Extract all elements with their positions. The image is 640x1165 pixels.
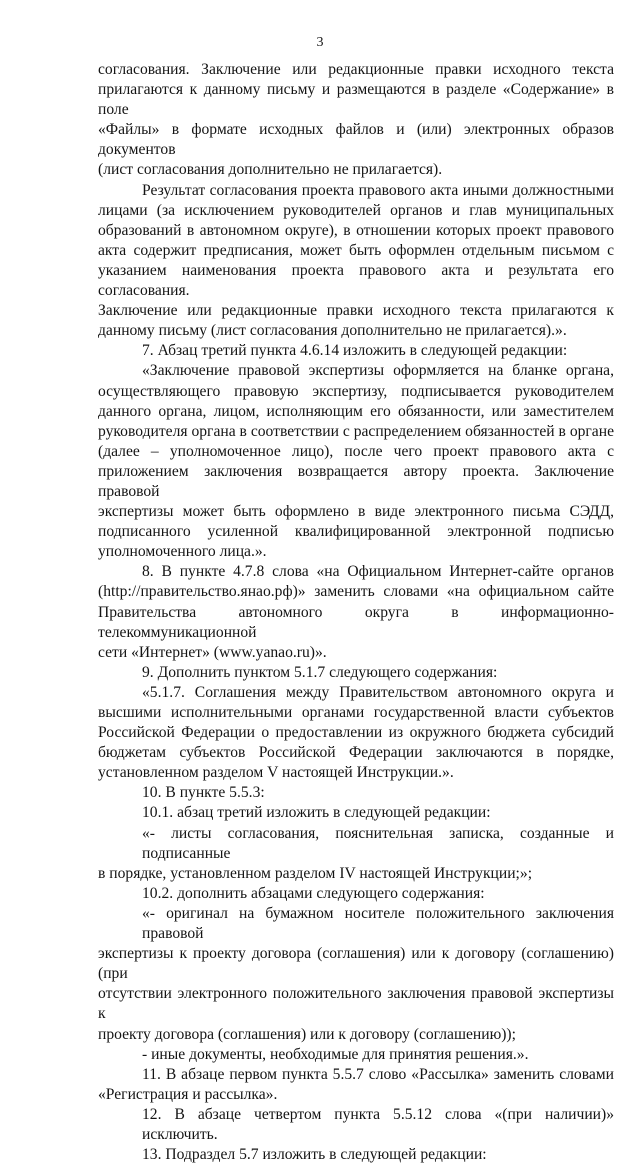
text-line: прилагаются к данному письму и размещаются в разделе «Содержание» в поле — [98, 81, 614, 119]
paragraph — [98, 824, 614, 884]
text-line: экспертизы к проекту договора (соглашения) или к договору (соглашению) (при — [98, 945, 614, 983]
paragraph — [98, 1065, 614, 1105]
text-line: (далее – уполномоченное лицо), после чего проект правового акта с — [98, 442, 614, 460]
text-line: приложением заключения возвращается автору проекта. Заключение правовой — [98, 462, 614, 500]
text-line: Заключение или редакционные правки исходного текста прилагаются к — [98, 302, 614, 320]
text-line: Правительства автономного округа в информационно-телекоммуникационной — [98, 603, 614, 641]
text-line: 11. В абзаце первом пункта 5.5.7 слово «Рассылка» заменить словами — [142, 1065, 614, 1083]
text-line: данному письму (лист согласования дополнительно не прилагается).». — [98, 322, 567, 340]
paragraph — [98, 562, 614, 662]
text-line: (лист согласования дополнительно не прилагается). — [98, 161, 443, 179]
text-line: экспертизы может быть оформлено в виде электронного письма СЭДД, — [98, 503, 614, 521]
paragraph — [98, 683, 614, 783]
paragraph — [98, 884, 614, 904]
text-line: 10.1. абзац третий изложить в следующей редакции: — [142, 804, 491, 822]
text-line: 7. Абзац третий пункта 4.6.14 изложить в следующей редакции: — [142, 342, 568, 360]
page-number: 3 — [316, 35, 324, 50]
text-line: 10. В пункте 5.5.3: — [142, 784, 265, 802]
text-line: осуществляющего правовую экспертизу, подписывается руководителем — [98, 382, 614, 400]
text-line: (http://правительство.янао.рф)» заменить словами «на официальном сайте — [98, 583, 614, 601]
text-line: «- листы согласования, пояснительная записка, созданные и подписанные — [142, 824, 614, 862]
text-line: «Регистрация и рассылка». — [98, 1085, 278, 1103]
text-line: руководителя органа в соответствии с распределением обязанностей в органе — [98, 422, 614, 440]
text-line: указанием наименования проекта правового акта и результата его согласования. — [98, 261, 614, 300]
text-line: в порядке, установленном разделом IV настоящей Инструкции;»; — [98, 864, 533, 882]
text-line: подписанного усиленной квалифицированной электронной подписью — [98, 523, 614, 541]
text-line: 8. В пункте 4.7.8 слова «на Официальном Интернет-сайте органов — [142, 563, 614, 581]
text-line: уполномоченного лица.». — [98, 543, 267, 561]
paragraph — [98, 181, 614, 342]
paragraph — [98, 1045, 614, 1065]
text-line: 9. Дополнить пунктом 5.1.7 следующего содержания: — [142, 663, 498, 681]
text-line: «5.1.7. Соглашения между Правительством автономного округа и — [142, 683, 614, 701]
text-line: «Заключение правовой экспертизы оформляется на бланке органа, — [142, 362, 614, 380]
paragraph — [98, 783, 614, 803]
paragraph — [98, 1145, 614, 1165]
text-line: установленном разделом V настоящей Инструкции.». — [98, 764, 454, 782]
paragraph — [98, 803, 614, 823]
text-line: согласования. Заключение или редакционные правки исходного текста — [98, 61, 614, 78]
paragraph — [98, 361, 614, 562]
text-line: Российской Федерации о предоставлении из окружного бюджета субсидий — [98, 724, 614, 742]
text-line: 12. В абзаце четвертом пункта 5.5.12 слова «(при наличии)» исключить. — [142, 1105, 614, 1143]
text-line: «Файлы» в формате исходных файлов и (или) электронных образов документов — [98, 121, 614, 159]
text-line: «- оригинал на бумажном носителе положительного заключения правовой — [142, 904, 614, 943]
paragraph — [98, 1105, 614, 1145]
text-line: Результат согласования проекта правового акта иными должностными — [142, 181, 614, 199]
text-line: 13. Подраздел 5.7 изложить в следующей редакции: — [142, 1146, 487, 1164]
paragraph — [98, 341, 614, 361]
text-line: данного органа, лицом, исполняющим его обязанности, или заместителем — [98, 402, 614, 420]
paragraph — [98, 663, 614, 683]
text-line: отсутствии электронного положительного заключения правовой экспертизы к — [98, 985, 614, 1023]
text-line: лицами (за исключением руководителей органов и глав муниципальных — [98, 201, 614, 219]
text-line: 10.2. дополнить абзацами следующего содержания: — [142, 884, 485, 902]
text-line: высшими исполнительными органами государственной власти субъектов — [98, 704, 614, 721]
paragraph — [98, 904, 614, 1045]
text-line: бюджетам субъектов Российской Федерации заключаются в порядке, — [98, 744, 614, 762]
document-body — [98, 60, 614, 1165]
text-line: проекту договора (соглашения) или к договору (соглашению)); — [98, 1025, 516, 1043]
paragraph — [98, 60, 614, 181]
text-line: акта содержит предписания, может быть оформлен отдельным письмом с — [98, 241, 614, 259]
text-line: образований в автономном округе), в отношении которых проект правового — [98, 221, 614, 239]
text-line: - иные документы, необходимые для принятия решения.». — [142, 1045, 529, 1063]
text-line: сети «Интернет» (www.yanao.ru)». — [98, 643, 327, 661]
